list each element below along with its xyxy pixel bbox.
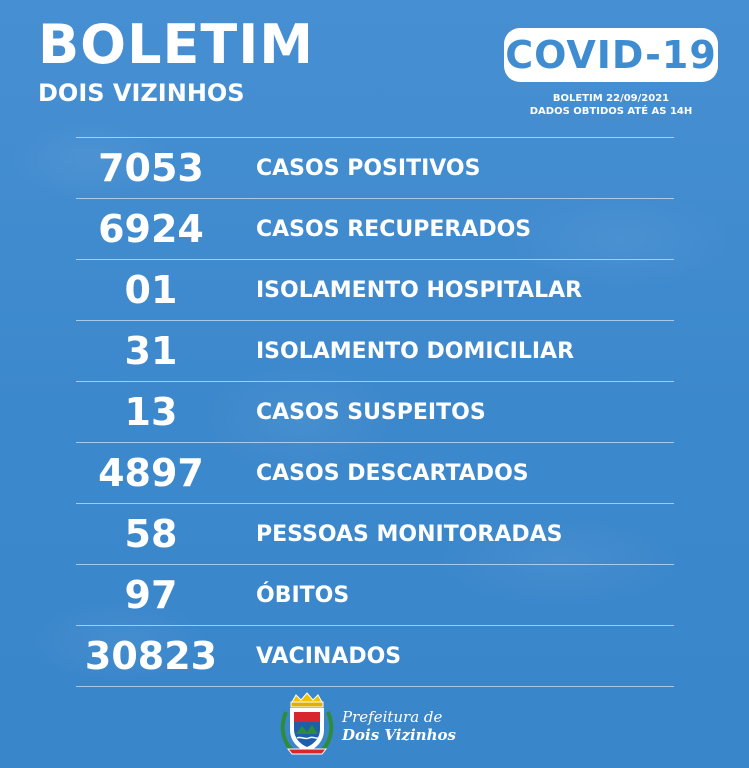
stat-row [76, 198, 674, 259]
stat-label: CASOS POSITIVOS [256, 155, 481, 181]
stat-value: 30823 [84, 634, 218, 678]
stat-label: ISOLAMENTO HOSPITALAR [256, 277, 583, 303]
stat-row [76, 564, 674, 625]
city-name: DOIS VIZINHOS [38, 79, 245, 107]
stat-row [76, 320, 674, 381]
city-hall-line2: Dois Vizinhos [342, 726, 456, 744]
stat-value: 4897 [98, 451, 204, 495]
stat-label: CASOS SUSPEITOS [256, 399, 486, 425]
stat-label: PESSOAS MONITORADAS [256, 521, 563, 547]
bulletin-meta [504, 92, 718, 118]
covid-badge: COVID-19 [504, 28, 718, 82]
data-cutoff-note: DADOS OBTIDOS ATÉ AS 14H [529, 106, 693, 117]
bulletin-date: BOLETIM 22/09/2021 [552, 93, 670, 104]
stat-label: ÓBITOS [256, 582, 350, 608]
city-hall-line1: Prefeitura de [342, 708, 443, 726]
stat-row [76, 625, 674, 687]
city-hall-name [342, 708, 456, 744]
stat-label: VACINADOS [256, 643, 402, 669]
stat-value: 13 [124, 390, 178, 434]
stat-value: 6924 [98, 207, 204, 251]
stat-value: 97 [124, 573, 178, 617]
stat-label: CASOS RECUPERADOS [256, 216, 532, 242]
city-hall-logo [278, 692, 498, 756]
stat-label: CASOS DESCARTADOS [256, 460, 529, 486]
stat-value: 7053 [98, 146, 204, 190]
stat-value: 01 [124, 268, 178, 312]
stat-label: ISOLAMENTO DOMICILIAR [256, 338, 575, 364]
stat-value: 58 [124, 512, 178, 556]
stat-value: 31 [124, 329, 178, 373]
bulletin-title: BOLETIM [38, 13, 315, 76]
stats-table [76, 137, 674, 687]
stat-row [76, 442, 674, 503]
stat-row [76, 137, 674, 198]
stat-row [76, 503, 674, 564]
stat-row [76, 259, 674, 320]
municipal-crest-icon [278, 692, 336, 756]
stat-row [76, 381, 674, 442]
